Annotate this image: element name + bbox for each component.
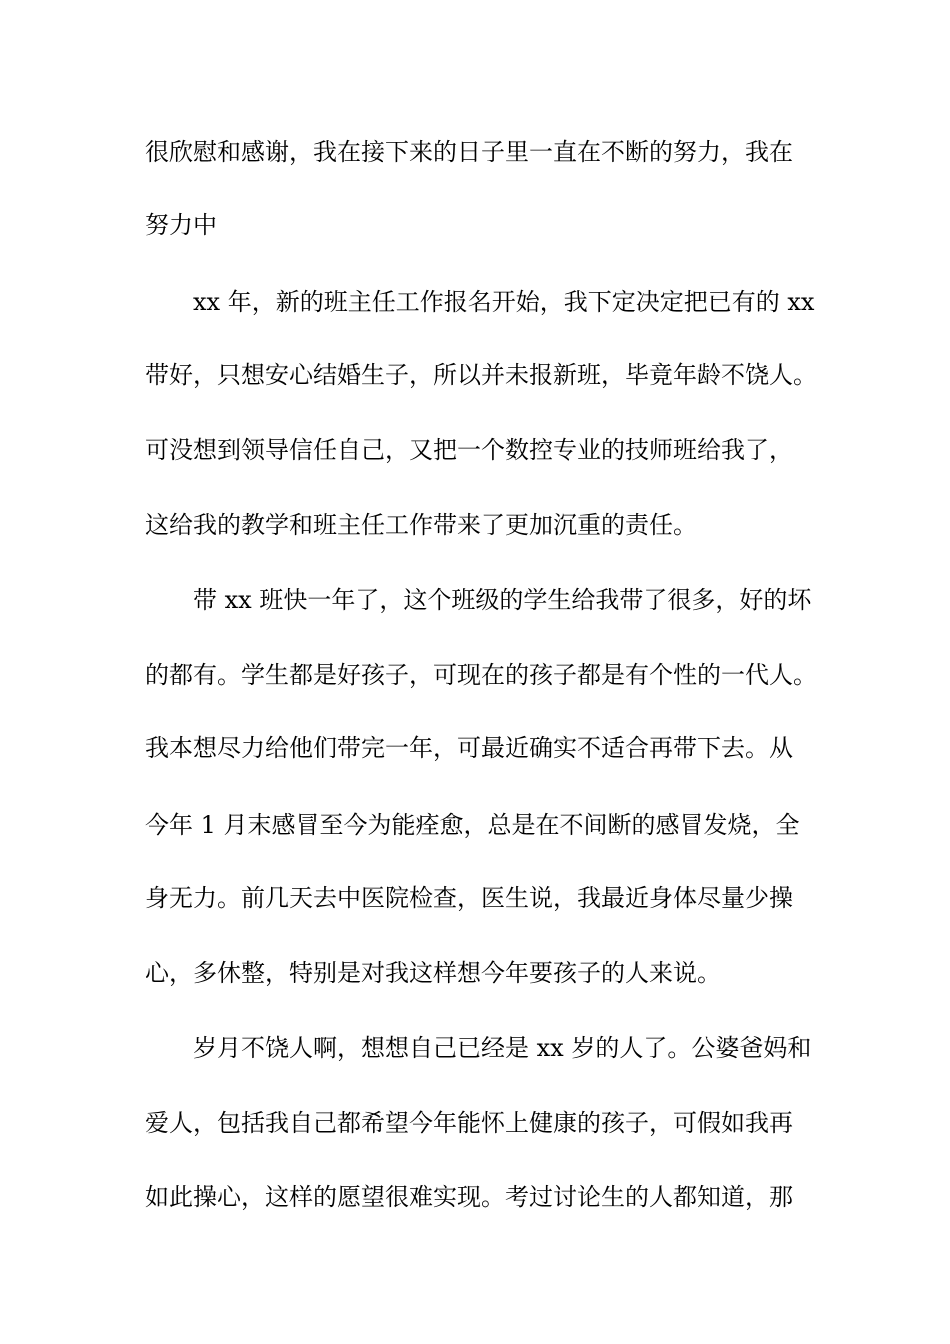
text-line-12: 心，多休整，特别是对我这样想今年要孩子的人来说。 bbox=[145, 959, 721, 987]
text-line-5: 可没想到领导信任自己，又把一个数控专业的技师班给我了， bbox=[145, 436, 793, 464]
text-line-10: 今年 1 月末感冒至今为能痊愈，总是在不间断的感冒发烧，全 bbox=[145, 811, 800, 839]
text-line-4: 带好，只想安心结婚生子，所以并未报新班，毕竟年龄不饶人。 bbox=[145, 361, 817, 389]
text-line-1: 很欣慰和感谢，我在接下来的日子里一直在不断的努力，我在 bbox=[145, 138, 793, 166]
text-line-2: 努力中 bbox=[145, 211, 217, 239]
text-line-8: 的都有。学生都是好孩子，可现在的孩子都是有个性的一代人。 bbox=[145, 661, 817, 689]
text-line-6: 这给我的教学和班主任工作带来了更加沉重的责任。 bbox=[145, 511, 697, 539]
text-line-9: 我本想尽力给他们带完一年，可最近确实不适合再带下去。从 bbox=[145, 734, 793, 762]
text-line-11: 身无力。前几天去中医院检查，医生说，我最近身体尽量少操 bbox=[145, 884, 793, 912]
text-line-13: 岁月不饶人啊，想想自己已经是 xx 岁的人了。公婆爸妈和 bbox=[193, 1034, 812, 1062]
text-line-14: 爱人，包括我自己都希望今年能怀上健康的孩子，可假如我再 bbox=[145, 1109, 793, 1137]
text-line-7: 带 xx 班快一年了，这个班级的学生给我带了很多，好的坏 bbox=[193, 586, 812, 614]
text-line-15: 如此操心，这样的愿望很难实现。考过讨论生的人都知道，那 bbox=[145, 1183, 793, 1211]
text-line-3: xx 年，新的班主任工作报名开始，我下定决定把已有的 xx bbox=[193, 288, 815, 316]
